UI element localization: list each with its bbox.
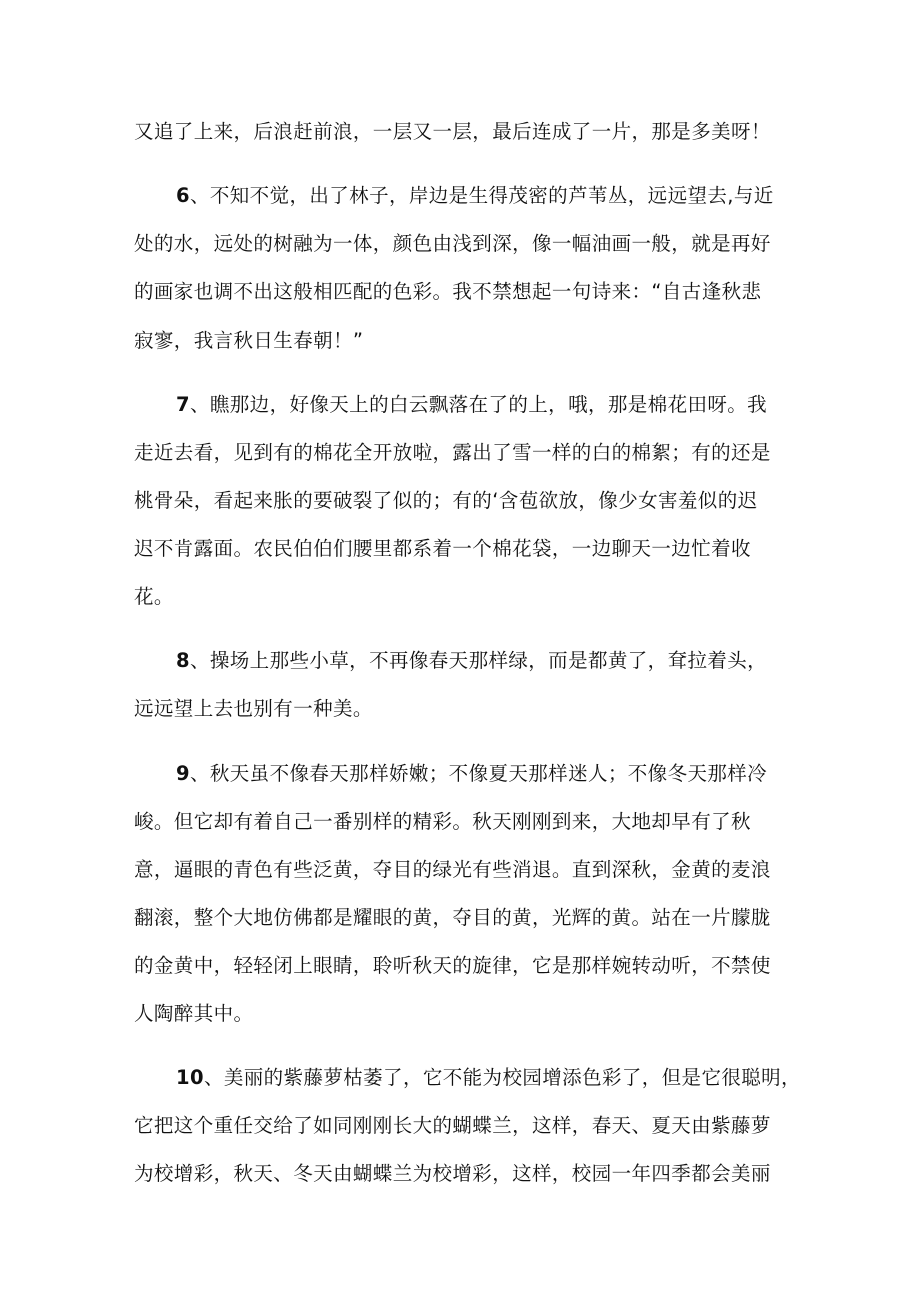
text-line: 走近去看，见到有的棉花全开放啦，露出了雪一样的白的棉絮；有的还是 [134,441,771,464]
paragraph-number: 7 [176,393,190,416]
text-line: 的画家也调不出这般相匹配的色彩。我不禁想起一句诗来：“自古逢秋悲 [134,280,762,303]
text-line: 意，逼眼的青色有些泛黄，夺目的绿光有些消退。直到深秋，金黄的麦浪 [134,858,771,881]
paragraph-first-line [176,762,767,786]
paragraph-first-line [176,184,774,208]
paragraph-number: 6 [176,184,190,207]
text-line: 、操场上那些小草，不再像春天那样绿，而是都黄了，耷拉着头， [189,649,768,672]
text-line: 它把这个重任交给了如同刚刚长大的蝴蝶兰，这样，春天、夏天由紫藤萝 [134,1114,771,1137]
text-line: 寂寥，我言秋日生春朝！” [134,329,364,352]
text-line: 的金黄中，轻轻闭上眼睛，聆听秋天的旋律，它是那样婉转动听，不禁使 [134,954,771,977]
text-line: 翻滚，整个大地仿佛都是耀眼的黄，夺目的黄，光辉的黄。站在一片朦胧 [134,906,771,929]
text-line: 、不知不觉，出了林子，岸边是生得茂密的芦苇丛，远远望去,与近 [189,184,774,207]
text-line: 、美丽的紫藤萝枯萎了，它不能为校园增添色彩了，但是它很聪明， [203,1066,801,1089]
text-line: 桃骨朵，看起来胀的要破裂了似的；有的‘含苞欲放，像少女害羞似的迟 [134,489,758,512]
text-line: 峻。但它却有着自己一番别样的精彩。秋天刚刚到来，大地却早有了秋 [134,810,751,833]
text-line: 又追了上来，后浪赶前浪，一层又一层，最后连成了一片，那是多美呀！ [134,120,771,143]
text-line: 、秋天虽不像春天那样娇嫩；不像夏天那样迷人；不像冬天那样冷 [189,762,768,785]
text-line: 处的水，远处的树融为一体，颜色由浅到深，像一幅油画一般，就是再好 [134,232,771,255]
text-line: 为校增彩，秋天、冬天由蝴蝶兰为校增彩，这样，校园一年四季都会美丽 [134,1162,771,1185]
paragraph-number: 8 [176,649,190,672]
text-line: 远远望上去也别有一种美。 [134,697,373,720]
paragraph-number: 10 [176,1066,204,1089]
paragraph-first-line [176,1066,801,1090]
text-line: 、瞧那边，好像天上的白云飘落在了的上，哦，那是棉花田呀。我 [189,393,768,416]
paragraph-first-line [176,649,767,673]
text-line: 迟不肯露面。农民伯伯们腰里都系着一个棉花袋，一边聊天一边忙着收 [134,537,751,560]
text-line: 人陶醉其中。 [134,1002,254,1025]
paragraph-number: 9 [176,762,190,785]
paragraph-first-line [176,393,767,417]
text-line: 花。 [134,585,174,608]
